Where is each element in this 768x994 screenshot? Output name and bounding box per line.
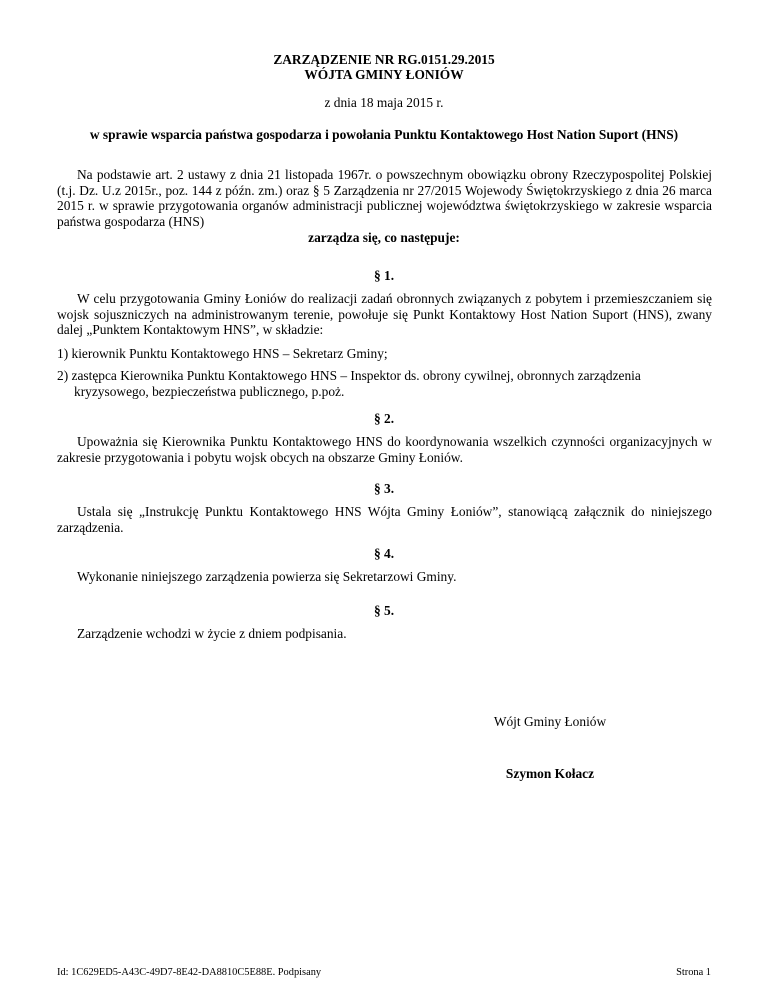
- document-subject: w sprawie wsparcia państwa gospodarza i powołania Punktu Kontaktowego Host Nation Suport (HNS): [89, 127, 679, 142]
- section-1-item-2: 2) zastępca Kierownika Punktu Kontaktowego HNS – Inspektor ds. obrony cywilnej, obronnych zarządzenia kryzysowego, bezpieczeństwa publicznego, p.poż.: [57, 368, 641, 399]
- signatory-name: Szymon Kołacz: [505, 766, 595, 781]
- section-1-heading: § 1.: [373, 268, 395, 283]
- section-2-heading: § 2.: [373, 411, 395, 426]
- section-3-text: Ustala się „Instrukcję Punktu Kontaktowego HNS Wójta Gminy Łoniów”, stanowiącą załącznik do niniejszego zarządzenia.: [57, 504, 712, 535]
- document-date: z dnia 18 maja 2015 r.: [324, 95, 444, 110]
- section-5-text: Zarządzenie wchodzi w życie z dniem podpisania.: [77, 626, 347, 641]
- section-4-heading: § 4.: [373, 546, 395, 561]
- section-1-item-1: 1) kierownik Punktu Kontaktowego HNS – Sekretarz Gminy;: [57, 346, 388, 361]
- document-id-footer: Id: 1C629ED5-A43C-49D7-8E42-DA8810C5E88E. Podpisany: [57, 967, 322, 978]
- section-4-text: Wykonanie niniejszego zarządzenia powierza się Sekretarzowi Gminy.: [77, 569, 457, 584]
- decree-statement: zarządza się, co następuje:: [308, 230, 460, 245]
- section-3-heading: § 3.: [373, 481, 395, 496]
- section-5-heading: § 5.: [373, 603, 395, 618]
- signatory-role: Wójt Gminy Łoniów: [493, 714, 607, 729]
- section-1-text: W celu przygotowania Gminy Łoniów do realizacji zadań obronnych związanych z pobytem i przemieszczaniem się wojsk sojuszniczych na administrowanym terenie, powołuje się Punkt Kontaktowy Host Nation Suport (HNS), zwany dalej „Punktem Kontaktowym HNS”, w składzie:: [57, 291, 712, 338]
- preamble-text: Na podstawie art. 2 ustawy z dnia 21 listopada 1967r. o powszechnym obowiązku obrony Rzeczypospolitej Polskiej (t.j. Dz. U.z 2015r., poz. 144 z późn. zm.) oraz § 5 Zarządzenia nr 27/2015 Wojewody Świętokrzyskiego z dnia 26 marca 2015 r. w sprawie przygotowania organów administracji publicznej województwa świętokrzyskiego w zakresie wsparcia państwa gospodarza (HNS): [57, 167, 712, 229]
- page-number: Strona 1: [676, 967, 711, 978]
- section-2-text: Upoważnia się Kierownika Punktu Kontaktowego HNS do koordynowania wszelkich czynności organizacyjnych w zakresie przygotowania i pobytu wojsk obcych na obszarze Gminy Łoniów.: [57, 434, 712, 465]
- issuer-title: WÓJTA GMINY ŁONIÓW: [304, 67, 464, 82]
- document-title: ZARZĄDZENIE NR RG.0151.29.2015: [273, 52, 495, 67]
